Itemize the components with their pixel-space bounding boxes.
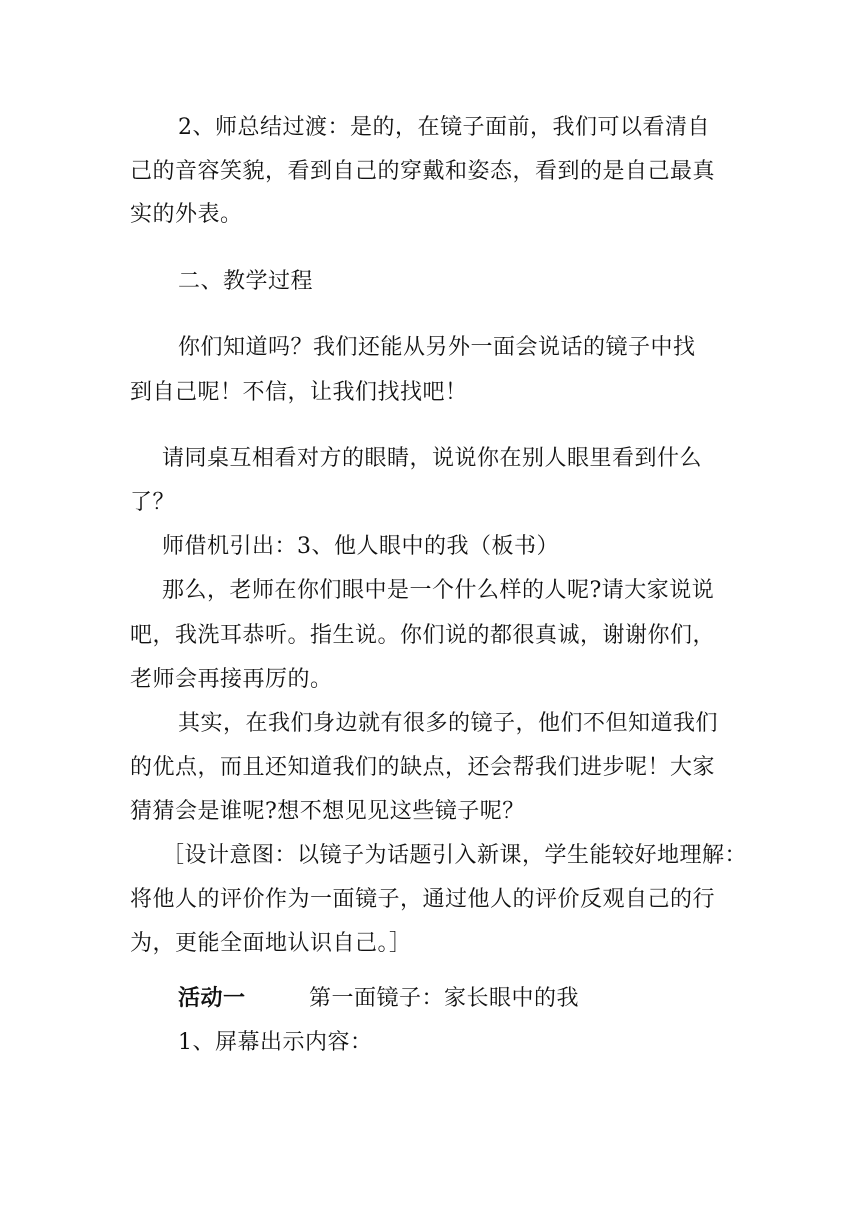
design-intent-line-3: 为，更能全面地认识自己。］ — [130, 931, 412, 956]
screen-content-line: 1、屏幕出示内容： — [178, 1030, 373, 1055]
intro-line-1: 你们知道吗？我们还能从另外一面会说话的镜子中找 — [178, 335, 696, 360]
summary-line-3: 实的外表。 — [130, 202, 243, 227]
activity-label: 活动一 — [178, 985, 246, 1011]
board-note-line: 师借机引出：3、他人眼中的我（板书） — [162, 534, 559, 559]
activity-heading — [178, 983, 579, 1014]
request-line-1: 请同桌互相看对方的眼睛，说说你在别人眼里看到什么 — [162, 446, 703, 471]
request-line-2: 了？ — [130, 490, 176, 515]
mirrors-line-1: 其实，在我们身边就有很多的镜子，他们不但知道我们 — [178, 711, 719, 736]
teacher-line-3: 老师会再接再厉的。 — [130, 667, 333, 692]
mirrors-line-2: 的优点，而且还知道我们的缺点，还会帮我们进步呢！大家 — [130, 755, 716, 780]
summary-line-1: 2、师总结过渡：是的，在镜子面前，我们可以看清自 — [178, 115, 710, 140]
design-intent-line-2: 将他人的评价作为一面镜子，通过他人的评价反观自己的行 — [130, 887, 716, 912]
section-heading: 二、教学过程 — [178, 269, 314, 294]
design-intent-line-1: ［设计意图：以镜子为话题引入新课，学生能较好地理解： — [162, 843, 748, 868]
intro-line-2: 到自己呢！不信，让我们找找吧！ — [130, 380, 468, 405]
activity-title: 第一面镜子：家长眼中的我 — [309, 986, 580, 1011]
teacher-line-1: 那么，老师在你们眼中是一个什么样的人呢?请大家说说 — [162, 578, 715, 603]
mirrors-line-3: 猜猜会是谁呢?想不想见见这些镜子呢？ — [130, 799, 525, 824]
teacher-line-2: 吧，我洗耳恭听。指生说。你们说的都很真诚，谢谢你们， — [130, 623, 716, 648]
summary-line-2: 己的音容笑貌，看到自己的穿戴和姿态，看到的是自己最真 — [130, 159, 716, 184]
